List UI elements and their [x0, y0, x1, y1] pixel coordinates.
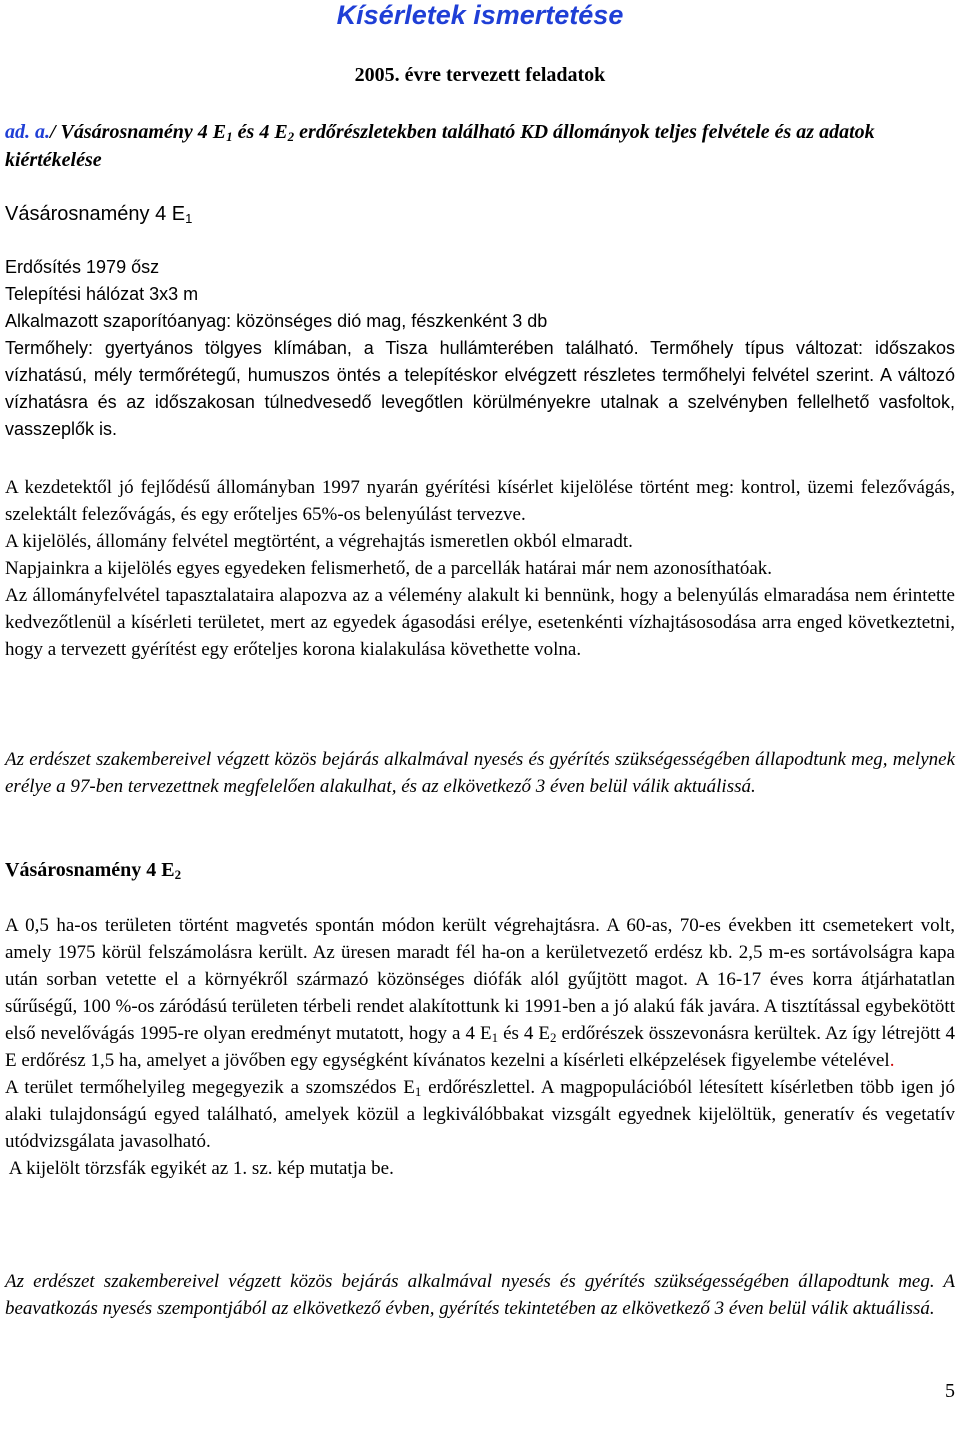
section1-body	[5, 474, 955, 663]
body-paragraph: A kezdetektől jó fejlődésű állományban 1997 nyarán gyérítési kísérlet kijelölése történt meg: kontrol, üzemi felezővágás, szelektált felezővágás, és egy erőteljes 65%-os belenyúlást tervezve.	[5, 477, 955, 525]
body-paragraph: Napjainkra a kijelölés egyes egyedeken felismerhető, de a parcellák határai már nem azonosíthatóak.	[5, 558, 773, 579]
body-paragraph: A terület termőhelyileg megegyezik a szomszédos $E_1$ erdőrészlettel. A magpopulációból létesített kísérletben több igen jó alaki tulajdonságú egyed található, amelyek közül a legkiválóbbakat vizsgált egyednek kijelöltük, generatív és vegetatív utódvizsgálata javasolható.	[5, 1077, 955, 1152]
section1-site-paragraph: Termőhely: gyertyános tölgyes klímában, a Tisza hullámterében található. Termőhely típus változat: időszakos vízhatású, mély termőrétegű, humuszos öntés a telepítéskor elvégzett részletes termőhelyi felvétel szerint. A változó vízhatásra és az időszakosan túlnedvesedő levegőtlen körülményekre utalnak a szelvényben fellelhető vasfoltok, vasszeplők is.	[5, 338, 955, 439]
body-paragraph: A kijelölt törzsfák egyikét az 1. sz. kép mutatja be.	[5, 1158, 394, 1179]
section1-heading: Vásárosnamény 4 $E_1$	[5, 203, 193, 226]
section1-facts	[5, 254, 955, 335]
section2-heading: Vásárosnamény 4 $E_2$	[5, 859, 182, 882]
page-number: 5	[945, 1380, 955, 1402]
fact-line: Alkalmazott szaporítóanyag: közönséges dió mag, fészkenként 3 db	[5, 311, 548, 331]
body-paragraph: A 0,5 ha-os területen történt magvetés spontán módon került végrehajtásra. A 60-as, 70-es években itt csemetekert volt, amely 1975 körül felszámolásra került. Az üresen maradt fél ha-on a kerületvezető erdész kb. 2,5 m-es sortávolságra kapa után sorban vetette el a környékről származó közönséges diófák alól gyűjtött magot. A 16-17 éves korra átjárhatatlan sűrűségű, 100 %-os záródású területen térbeli rendet alakítottunk ki 1991-ben a jó alakú fák javára. A tisztítással egybekötött első nevelővágás 1995-re olyan eredményt mutatott, hogy a 4 $E_1$ és 4 $E_2$ erdőrészek összevonásra kerültek. Az így létrejött 4 E erdőrész 1,5 ha, amelyet a jövőben egy egységként kívánatos kezelni a kísérleti elképzelések figyelembe vételével.	[5, 915, 956, 1071]
section2-body	[5, 912, 955, 1182]
section2-italic-note: Az erdészet szakembereivel végzett közös bejárás alkalmával nyesés és gyérítés szükségességében állapodtunk meg. A beavatkozás nyesés szempontjából az elkövetkező évben, gyérítés tekintetében az elkövetkező 3 éven belül válik aktuálissá.	[5, 1271, 955, 1319]
fact-line: Erdősítés 1979 ősz	[5, 257, 160, 277]
body-paragraph: A kijelölés, állomány felvétel megtörtént, a végrehajtás ismeretlen okból elmaradt.	[5, 531, 633, 552]
task-prefix: ad. a.	[5, 121, 50, 143]
fact-line: Telepítési hálózat 3x3 m	[5, 284, 199, 304]
body-paragraph: Az állományfelvétel tapasztalataira alapozva az a vélemény alakult ki bennünk, hogy a belenyúlás elmaradása nem érintette kedvezőtlenül a kísérleti területet, mert az egyedek ágasodási erélye, esetenkénti vízhajtásosodása arra enged következtetni, hogy a tervezett gyérítést egy erőteljes korona kialakulása követhette volna.	[5, 585, 955, 660]
page-subtitle: 2005. évre tervezett feladatok	[354, 64, 606, 86]
task-heading: ad. a./ Vásárosnamény 4 $E_1$ és 4 $E_2$ erdőrészletekben található KD állományok teljes felvétele és az adatok kiértékelése	[5, 121, 875, 171]
page-title: Kísérletek ismertetése	[336, 0, 624, 30]
section1-italic-note: Az erdészet szakembereivel végzett közös bejárás alkalmával nyesés és gyérítés szükségességében állapodtunk meg, melynek erélye a 97-ben tervezettnek megfelelően alakulhat, és az elkövetkező 3 éven belül válik aktuálissá.	[5, 749, 955, 797]
